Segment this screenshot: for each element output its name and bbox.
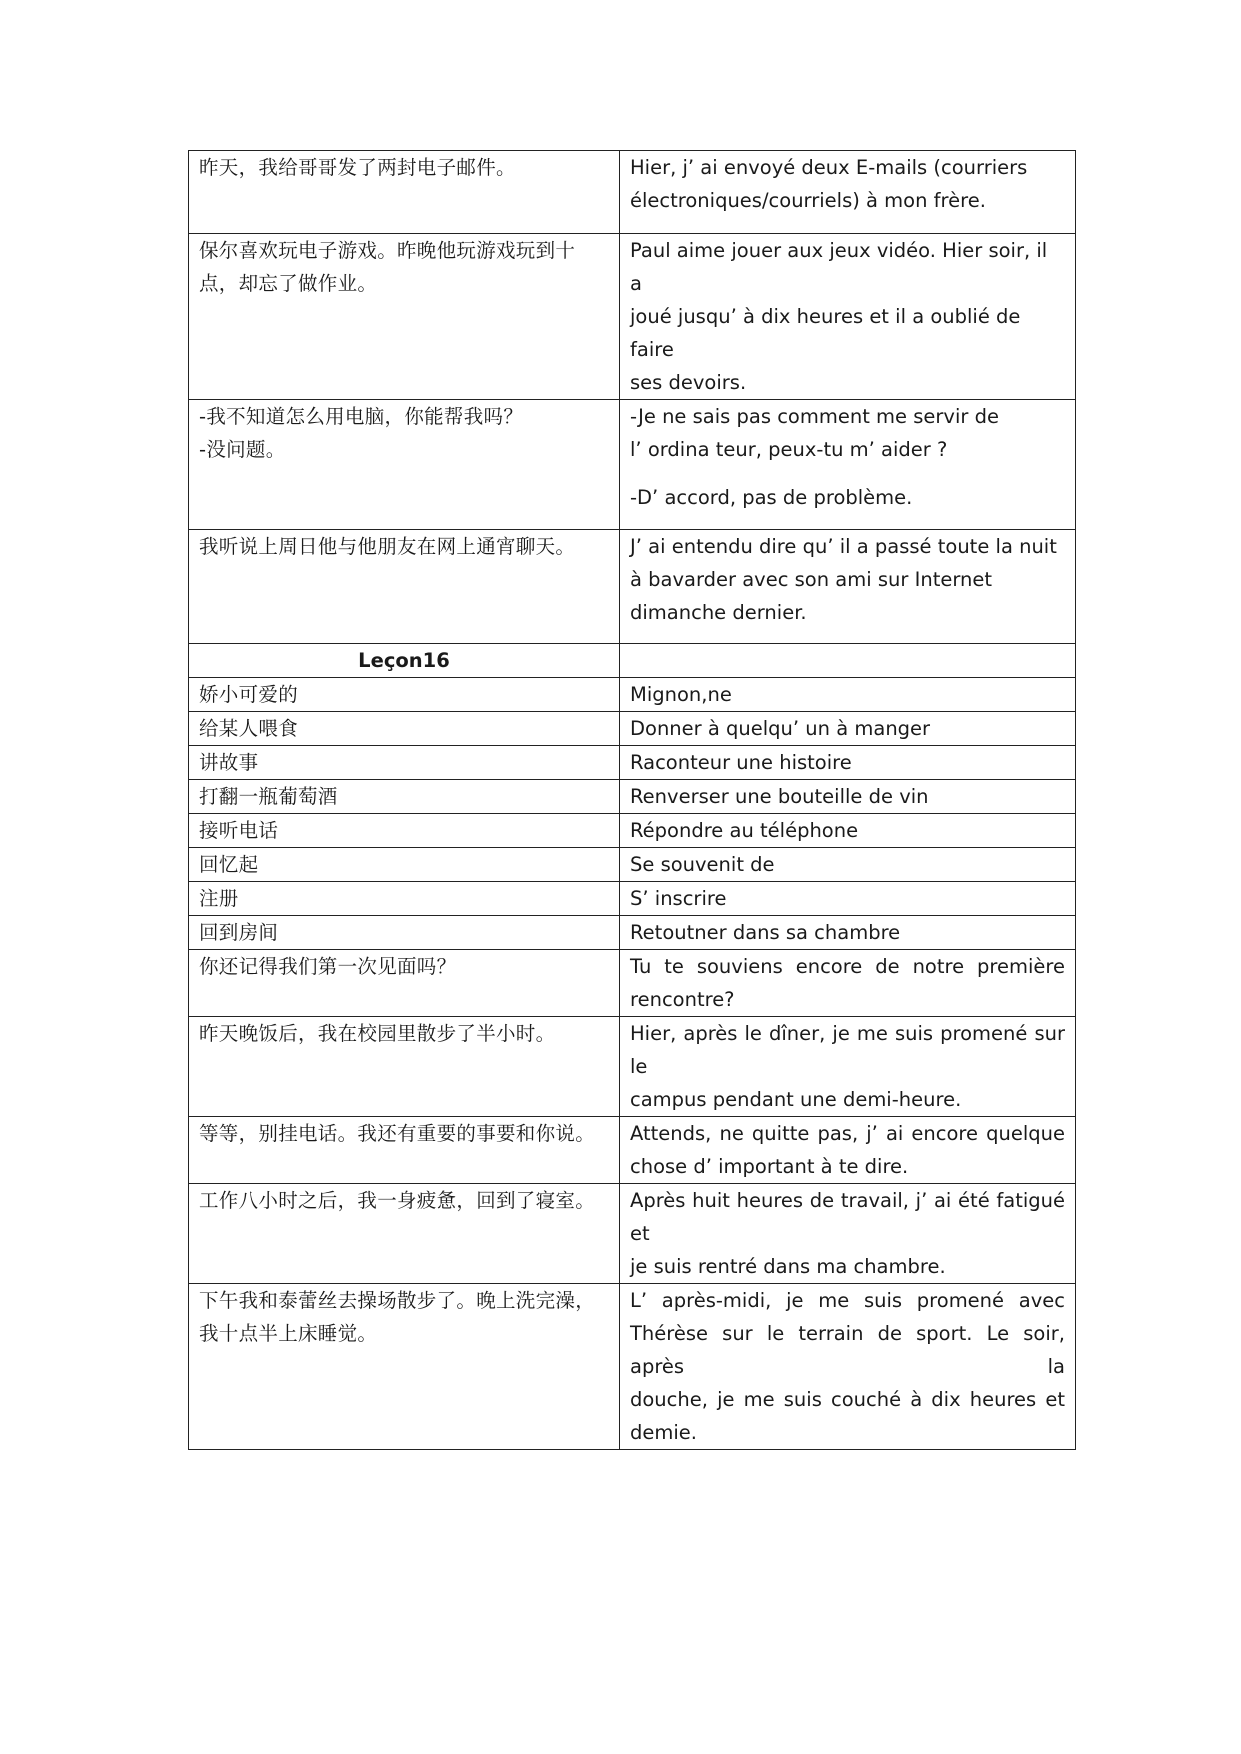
chinese-cell [189,950,620,1017]
text-line: à bavarder avec son ami sur Internet [630,568,993,591]
chinese-cell: 回忆起 [189,848,620,882]
vocab-row [189,712,1076,746]
french-cell: Raconteur une histoire [620,746,1076,780]
french-cell [620,1184,1076,1284]
chinese-cell [189,234,620,400]
text-line: J’ ai entendu dire qu’ il a passé toute la nuit [630,535,1057,558]
sentence-row [189,1017,1076,1117]
lesson-title: Leçon16 [189,644,620,678]
vocab-row [189,848,1076,882]
chinese-cell: 给某人喂食 [189,712,620,746]
french-cell [620,151,1076,234]
vocab-row [189,814,1076,848]
text-line: Hier, j’ ai envoyé deux E-mails (courriers [630,156,1028,179]
text-line: -没问题。 [199,438,286,461]
text-line: 昨天，我给哥哥发了两封电子邮件。 [199,156,516,179]
french-cell [620,1117,1076,1184]
french-cell: Répondre au téléphone [620,814,1076,848]
text-line: 你还记得我们第一次见面吗？ [199,955,457,978]
table-row [189,151,1076,234]
french-cell: Retoutner dans sa chambre [620,916,1076,950]
text-line: rencontre? [630,988,735,1011]
chinese-cell [189,151,620,234]
text-line: L’ après-midi, je me suis promené avec [630,1289,1065,1312]
text-line: Tu te souviens encore de notre première [630,955,1065,978]
chinese-cell [189,530,620,644]
french-cell: Se souvenit de [620,848,1076,882]
table-row [189,234,1076,400]
chinese-cell: 注册 [189,882,620,916]
chinese-cell: 打翻一瓶葡萄酒 [189,780,620,814]
sentence-row [189,950,1076,1017]
text-line: joué jusqu’ à dix heures et il a oublié de faire [630,305,1021,361]
vocab-row [189,678,1076,712]
chinese-cell [189,1117,620,1184]
text-line: douche, je me suis couché à dix heures et [630,1388,1065,1411]
chinese-cell [189,1284,620,1450]
text-line: électroniques/courriels) à mon frère. [630,189,986,212]
table-row [189,400,1076,530]
chinese-cell: 讲故事 [189,746,620,780]
text-line: Paul aime jouer aux jeux vidéo. Hier soir, il a [630,239,1048,295]
chinese-cell [189,400,620,530]
french-cell [620,400,1076,530]
chinese-cell: 回到房间 [189,916,620,950]
text-line: -Je ne sais pas comment me servir de [630,405,999,428]
text-line: 等等，别挂电话。我还有重要的事要和你说。 [199,1122,596,1145]
text-line: 我十点半上床睡觉。 [199,1322,378,1345]
chinese-cell: 接听电话 [189,814,620,848]
text-line: 点，却忘了做作业。 [199,272,378,295]
french-cell [620,1017,1076,1117]
sentence-row [189,1184,1076,1284]
paragraph-gap [630,466,1065,481]
text-line: 昨天晚饭后，我在校园里散步了半小时。 [199,1022,556,1045]
text-line: je suis rentré dans ma chambre. [630,1255,946,1278]
text-line: -我不知道怎么用电脑，你能帮我吗？ [199,405,524,428]
sentence-row [189,1117,1076,1184]
translation-table [188,150,1076,1450]
lesson-header-right [620,644,1076,678]
french-cell: Renverser une bouteille de vin [620,780,1076,814]
text-line: 保尔喜欢玩电子游戏。昨晚他玩游戏玩到十 [199,239,576,262]
text-line: 工作八小时之后，我一身疲惫，回到了寝室。 [199,1189,596,1212]
text-line: l’ ordina teur, peux-tu m’ aider ? [630,438,948,461]
sentence-row [189,1284,1076,1450]
vocab-row [189,916,1076,950]
table-row [189,530,1076,644]
chinese-cell: 娇小可爱的 [189,678,620,712]
text-line: chose d’ important à te dire. [630,1155,909,1178]
text-line: campus pendant une demi-heure. [630,1088,962,1111]
text-line: Thérèse sur le terrain de sport. Le soir, après la [630,1322,1065,1378]
french-cell [620,1284,1076,1450]
french-cell [620,234,1076,400]
lesson-header-row [189,644,1076,678]
french-cell [620,950,1076,1017]
french-cell: Mignon,ne [620,678,1076,712]
french-cell [620,530,1076,644]
text-line: Hier, après le dîner, je me suis promené sur le [630,1022,1065,1078]
text-line: dimanche dernier. [630,601,807,624]
text-line: 下午我和泰蕾丝去操场散步了。晚上洗完澡， [199,1289,596,1312]
vocab-row [189,882,1076,916]
french-cell: S’ inscrire [620,882,1076,916]
chinese-cell [189,1184,620,1284]
text-line: Après huit heures de travail, j’ ai été fatigué et [630,1189,1065,1245]
french-cell: Donner à quelqu’ un à manger [620,712,1076,746]
text-line: Attends, ne quitte pas, j’ ai encore quelque [630,1122,1065,1145]
vocab-row [189,746,1076,780]
chinese-cell [189,1017,620,1117]
text-line: 我听说上周日他与他朋友在网上通宵聊天。 [199,535,576,558]
text-line: demie. [630,1421,697,1444]
vocab-row [189,780,1076,814]
text-line: ses devoirs. [630,371,747,394]
text-line: -D’ accord, pas de problème. [630,486,913,509]
